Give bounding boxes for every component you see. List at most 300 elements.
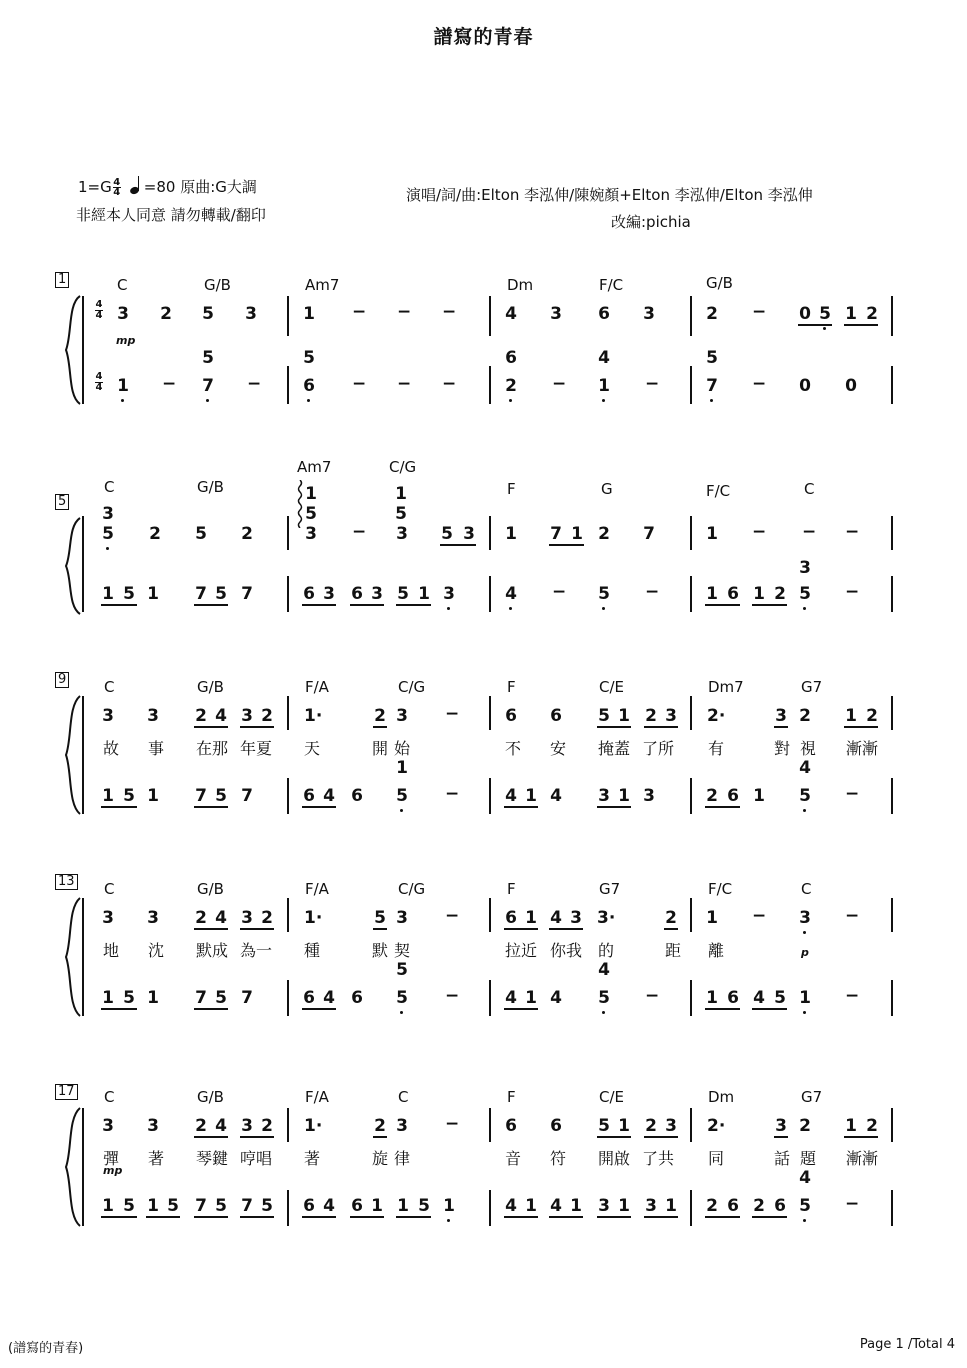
note: 2 <box>261 1116 273 1136</box>
chord-symbol: F/C <box>599 276 624 294</box>
note: 4 <box>799 1168 811 1188</box>
note: 0 <box>845 376 857 396</box>
note: 3 <box>570 908 582 928</box>
note: 5 <box>441 524 453 544</box>
note: 2 <box>799 1116 811 1136</box>
note: 2 <box>149 524 161 544</box>
note: 1 <box>371 1196 383 1216</box>
note: 2 <box>374 706 386 726</box>
note: 2· <box>707 1116 726 1136</box>
beam <box>597 1136 631 1138</box>
note: 3 <box>643 304 655 324</box>
note: 1 <box>570 1196 582 1216</box>
lyric: 開啟 <box>598 1149 631 1168</box>
note: 2 <box>706 304 718 324</box>
note: 3 <box>102 504 114 524</box>
lyric: 哼唱 <box>240 1149 273 1168</box>
note: 1 <box>845 1116 857 1136</box>
note: 4 <box>505 988 517 1008</box>
note: 5 <box>799 584 811 604</box>
note: 2 <box>261 908 273 928</box>
lyric: 種 <box>304 941 321 960</box>
barline <box>287 296 289 336</box>
note: 1 <box>305 484 317 504</box>
note: 2· <box>707 706 726 726</box>
lyric: 漸漸 <box>846 739 879 758</box>
note: 1 <box>618 1196 630 1216</box>
note: 6 <box>505 908 517 928</box>
note: 6 <box>303 1196 315 1216</box>
lyric: 著 <box>304 1149 321 1168</box>
note: 5 <box>305 504 317 524</box>
note: 2 <box>665 908 677 928</box>
beam <box>101 806 137 808</box>
note: 5 <box>706 348 718 368</box>
note: 3 <box>117 304 129 324</box>
barline <box>891 696 893 730</box>
note: 3 <box>396 706 408 726</box>
beam <box>350 604 384 606</box>
dash: − <box>162 374 177 394</box>
lyric: 開 <box>372 739 389 758</box>
lyric: 旋 <box>372 1149 389 1168</box>
note: 5 <box>202 348 214 368</box>
lyric: 有 <box>708 739 725 758</box>
time-sig-top: 4 <box>113 177 121 188</box>
barline <box>287 516 289 550</box>
lyric: 話 <box>774 1149 791 1168</box>
beam <box>194 806 228 808</box>
beam <box>644 1136 678 1138</box>
note: 1 <box>102 786 114 806</box>
note: 0 <box>799 376 811 396</box>
lyric: 彈 <box>103 1149 120 1168</box>
lyric: 不 <box>505 739 522 758</box>
note: 1· <box>304 1116 323 1136</box>
barline <box>891 980 893 1016</box>
time-sig-bottom: 4 <box>113 187 121 198</box>
beam <box>752 604 787 606</box>
chord-symbol: C <box>801 880 812 898</box>
chord-symbol: C/G <box>389 458 417 476</box>
note: 1 <box>525 786 537 806</box>
note: 4 <box>550 1196 562 1216</box>
note: 1 <box>102 988 114 1008</box>
note: 5 <box>123 584 135 604</box>
barline <box>891 366 893 404</box>
beam <box>373 928 387 930</box>
beam <box>844 1136 878 1138</box>
arranger: 改編:pichia <box>611 213 691 231</box>
beam <box>644 726 678 728</box>
note: 4 <box>550 988 562 1008</box>
note: 3 <box>396 524 408 544</box>
note: 7 <box>550 524 562 544</box>
beam <box>774 726 788 728</box>
beam <box>549 1216 583 1218</box>
note: 5 <box>397 584 409 604</box>
chord-symbol: Am7 <box>305 276 340 294</box>
beam <box>844 324 878 326</box>
lyric: 事 <box>148 739 165 758</box>
chord-symbol: G7 <box>801 1088 823 1106</box>
system-17 <box>0 1084 967 1234</box>
chord-symbol: F/A <box>305 678 329 696</box>
barline <box>287 696 289 730</box>
lyric: 地 <box>103 941 120 960</box>
dynamic-marking: mp <box>116 334 136 347</box>
dash: − <box>247 374 262 394</box>
barline <box>287 1190 289 1226</box>
lyric: 掩蓋 <box>598 739 631 758</box>
note: 2 <box>195 1116 207 1136</box>
beam <box>194 604 228 606</box>
barline <box>891 296 893 336</box>
note: 6 <box>727 786 739 806</box>
dash: − <box>645 374 660 394</box>
note: 6 <box>351 786 363 806</box>
system-start-barline <box>82 1108 84 1226</box>
note: 2 <box>374 1116 386 1136</box>
beam <box>644 1216 678 1218</box>
note: 1 <box>102 584 114 604</box>
lyric: 你我 <box>550 941 583 960</box>
brace-icon <box>62 294 84 406</box>
dash: − <box>445 704 460 724</box>
note: 1 <box>396 758 408 778</box>
note: 2 <box>645 1116 657 1136</box>
system-start-barline <box>82 898 84 1016</box>
barline <box>489 898 491 932</box>
dash: − <box>845 582 860 602</box>
dash: − <box>645 582 660 602</box>
note: 3 <box>147 908 159 928</box>
note: 5 <box>215 988 227 1008</box>
chord-symbol: G/B <box>706 274 733 292</box>
barline <box>489 778 491 814</box>
note: 3 <box>665 706 677 726</box>
system-9 <box>0 672 967 822</box>
note: 5 <box>123 1196 135 1216</box>
note: 1 <box>618 786 630 806</box>
note: 1 <box>147 1196 159 1216</box>
chord-symbol: C <box>104 678 115 696</box>
beam <box>101 1008 137 1010</box>
note: 6 <box>550 706 562 726</box>
barline <box>690 1108 692 1142</box>
note: 3 <box>775 1116 787 1136</box>
note: 1 <box>753 584 765 604</box>
chord-symbol: F/A <box>305 880 329 898</box>
lyric: 為一 <box>240 941 273 960</box>
note: 3 <box>305 524 317 544</box>
chord-symbol: F/A <box>305 1088 329 1106</box>
note: 4 <box>505 584 517 604</box>
note: 7 <box>195 1196 207 1216</box>
barline <box>690 778 692 814</box>
lyric: 同 <box>708 1149 725 1168</box>
note: 1 <box>665 1196 677 1216</box>
note: 6 <box>351 1196 363 1216</box>
note: 6 <box>351 988 363 1008</box>
chord-symbol: G/B <box>197 1088 224 1106</box>
beam <box>597 1216 631 1218</box>
barline <box>489 696 491 730</box>
chord-symbol: C <box>398 1088 409 1106</box>
barline <box>690 516 692 550</box>
note: 2 <box>195 706 207 726</box>
beam <box>373 726 387 728</box>
lyric: 始 <box>394 739 411 758</box>
note: 3 <box>598 1196 610 1216</box>
note: 5 <box>202 304 214 324</box>
beam <box>302 604 336 606</box>
note: 3 <box>665 1116 677 1136</box>
note: 6 <box>303 786 315 806</box>
note: 5 <box>374 908 386 928</box>
note: 7 <box>241 786 253 806</box>
note: 5 <box>167 1196 179 1216</box>
chord-symbol: F/C <box>708 880 733 898</box>
note: 1· <box>304 706 323 726</box>
note: 5 <box>215 786 227 806</box>
note: 1 <box>525 908 537 928</box>
lyric: 符 <box>550 1149 567 1168</box>
arpeggio-icon <box>296 480 304 528</box>
beam <box>705 604 740 606</box>
chord-symbol: G/B <box>204 276 231 294</box>
beam <box>549 928 583 930</box>
note: 6 <box>303 988 315 1008</box>
barline <box>287 778 289 814</box>
barline <box>287 366 289 404</box>
note: 2 <box>799 706 811 726</box>
note: 4 <box>598 348 610 368</box>
note: 6 <box>505 1116 517 1136</box>
note: 5 <box>598 706 610 726</box>
beam <box>194 726 228 728</box>
barline <box>287 898 289 932</box>
note: 1 <box>303 304 315 324</box>
note: 3 <box>147 706 159 726</box>
note: 1 <box>845 706 857 726</box>
note: 5 <box>598 1116 610 1136</box>
page-title: 譜寫的青春 <box>433 26 534 48</box>
chord-symbol: C <box>104 880 115 898</box>
note: 2 <box>160 304 172 324</box>
note: 3 <box>147 1116 159 1136</box>
note: 3 <box>323 584 335 604</box>
lyric: 律 <box>394 1149 411 1168</box>
note: 3 <box>396 1116 408 1136</box>
note: 6 <box>351 584 363 604</box>
note: 1 <box>147 584 159 604</box>
dash: − <box>552 582 567 602</box>
lyric: 離 <box>708 941 725 960</box>
original-key: 原曲:G大調 <box>180 178 257 196</box>
beam <box>504 928 538 930</box>
copyright-notice: 非經本人同意 請勿轉載/翻印 <box>76 206 266 224</box>
lyric: 在那 <box>196 739 229 758</box>
dash: − <box>442 302 457 322</box>
chord-symbol: Dm7 <box>708 678 744 696</box>
barline <box>891 1108 893 1142</box>
beam <box>752 1216 787 1218</box>
note: 5 <box>215 1196 227 1216</box>
lyric: 沈 <box>148 941 165 960</box>
note: 5 <box>102 524 114 544</box>
note: 1 <box>102 1196 114 1216</box>
chord-symbol: F <box>507 1088 516 1106</box>
note: 4 <box>799 758 811 778</box>
note: 2 <box>706 1196 718 1216</box>
chord-symbol: F/C <box>706 482 731 500</box>
beam <box>240 1136 274 1138</box>
note: 2 <box>505 376 517 396</box>
beam <box>597 806 631 808</box>
barline <box>489 516 491 550</box>
beam <box>373 1136 387 1138</box>
lyric: 了共 <box>642 1149 675 1168</box>
system-1 <box>0 272 967 412</box>
note: 5 <box>123 786 135 806</box>
chord-symbol: G/B <box>197 478 224 496</box>
dash: − <box>445 906 460 926</box>
barline <box>690 296 692 336</box>
note: 2 <box>195 908 207 928</box>
lyric: 音 <box>505 1149 522 1168</box>
note: 1 <box>443 1196 455 1216</box>
note: 1 <box>618 1116 630 1136</box>
barline <box>690 696 692 730</box>
note: 7 <box>195 988 207 1008</box>
beam <box>240 726 274 728</box>
note: 3 <box>102 706 114 726</box>
chord-symbol: C <box>117 276 128 294</box>
note: 3 <box>241 908 253 928</box>
note: 2 <box>753 1196 765 1216</box>
page-indicator: Page 1 /Total 4 <box>859 1337 955 1352</box>
brace-icon <box>62 1106 84 1228</box>
dash: − <box>645 986 660 1006</box>
measure-number: 1 <box>55 272 69 288</box>
barline <box>690 366 692 404</box>
note: 1 <box>799 988 811 1008</box>
chord-symbol: C <box>104 478 115 496</box>
chord-symbol: C/G <box>398 880 426 898</box>
note: 7 <box>241 1196 253 1216</box>
beam <box>705 1216 740 1218</box>
barline <box>891 576 893 612</box>
lyric: 漸漸 <box>846 1149 879 1168</box>
note: 1 <box>525 988 537 1008</box>
chord-symbol: G7 <box>801 678 823 696</box>
key-tempo-line <box>78 176 257 197</box>
note: 3 <box>643 786 655 806</box>
note: 1· <box>304 908 323 928</box>
note: 1 <box>117 376 129 396</box>
chord-symbol: C <box>804 480 815 498</box>
dash: − <box>752 522 767 542</box>
note: 3 <box>550 304 562 324</box>
beam <box>302 1216 336 1218</box>
beam <box>705 806 740 808</box>
chord-symbol: G <box>601 480 613 498</box>
dynamic-marking: mp <box>103 1164 123 1177</box>
brace-icon <box>62 896 84 1018</box>
note: 1 <box>845 304 857 324</box>
note: 5 <box>195 524 207 544</box>
note: 2 <box>261 706 273 726</box>
barline <box>891 516 893 550</box>
dash: − <box>845 906 860 926</box>
dash: − <box>802 522 817 542</box>
dash: − <box>552 374 567 394</box>
note: 1 <box>706 524 718 544</box>
barline <box>287 980 289 1016</box>
note: 1 <box>505 524 517 544</box>
lyric: 契 <box>394 941 411 960</box>
note: 5 <box>774 988 786 1008</box>
note: 7 <box>706 376 718 396</box>
note: 6 <box>774 1196 786 1216</box>
barline <box>287 576 289 612</box>
lyric: 安 <box>550 739 567 758</box>
note: 1 <box>706 584 718 604</box>
header-time-signature <box>113 178 121 197</box>
tempo: =80 <box>143 178 176 196</box>
dash: − <box>445 986 460 1006</box>
dash: − <box>352 522 367 542</box>
dash: − <box>445 1114 460 1134</box>
beam <box>844 726 878 728</box>
barline <box>690 898 692 932</box>
barline <box>891 1190 893 1226</box>
chord-symbol: G/B <box>197 678 224 696</box>
dash: − <box>752 374 767 394</box>
dash: − <box>845 522 860 542</box>
lyric: 默成 <box>196 941 229 960</box>
note: 4 <box>753 988 765 1008</box>
beam <box>101 1216 137 1218</box>
note: 7 <box>195 786 207 806</box>
note: 5 <box>819 304 831 324</box>
barline <box>287 1108 289 1142</box>
measure-number: 17 <box>55 1084 78 1100</box>
dash: − <box>442 374 457 394</box>
beam <box>240 1216 274 1218</box>
brace-icon <box>62 694 84 816</box>
beam <box>504 806 538 808</box>
chord-symbol: G/B <box>197 880 224 898</box>
barline <box>690 576 692 612</box>
note: 1 <box>753 786 765 806</box>
time-signature: 4 4 <box>95 299 103 321</box>
note: 7 <box>241 988 253 1008</box>
note: 3 <box>102 1116 114 1136</box>
lyric: 默 <box>372 941 389 960</box>
barline <box>489 1190 491 1226</box>
system-5 <box>0 458 967 618</box>
dash: − <box>397 302 412 322</box>
chord-symbol: Am7 <box>297 458 332 476</box>
beam <box>146 1216 180 1218</box>
note: 1 <box>706 908 718 928</box>
chord-symbol: Dm <box>708 1088 735 1106</box>
note: 3 <box>799 908 811 928</box>
barline <box>489 980 491 1016</box>
note: 1 <box>397 1196 409 1216</box>
